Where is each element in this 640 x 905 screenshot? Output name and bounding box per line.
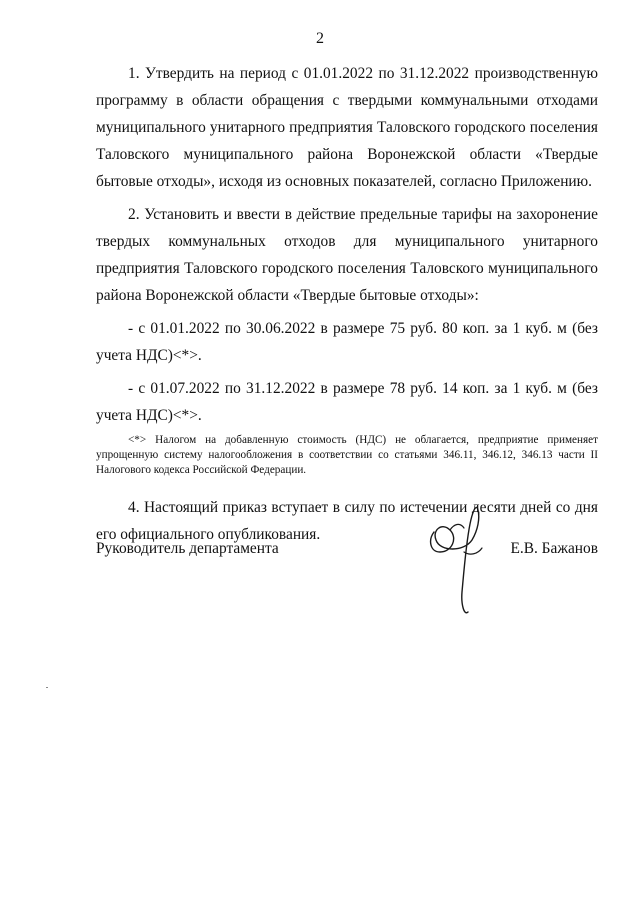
signatory-title: Руководитель департамента bbox=[96, 540, 279, 557]
paragraph-item-1: 1. Утвердить на период с 01.01.2022 по 31.12.2022 производственную программу в области обращения с твердыми коммунальными отходами муниципального унитарного предприятия Таловского городского поселения Таловского муниципального района Воронежской области «Твердые бытовые отходы», исходя из основных показателей, согласно Приложению. bbox=[96, 65, 598, 190]
paragraph-item-4: 4. Настоящий приказ вступает в силу по истечении десяти дней со дня его официального опубликования. bbox=[96, 499, 598, 543]
tariff-period-1: - с 01.01.2022 по 30.06.2022 в размере 75 руб. 80 коп. за 1 куб. м (без учета НДС)<*>. bbox=[96, 320, 598, 364]
tariff-period-2: - с 01.07.2022 по 31.12.2022 в размере 78 руб. 14 коп. за 1 куб. м (без учета НДС)<*>. bbox=[96, 380, 598, 424]
document-body bbox=[96, 60, 598, 554]
signature-block bbox=[96, 540, 598, 570]
page-number: 2 bbox=[316, 30, 324, 47]
signatory-name: Е.В. Бажанов bbox=[510, 540, 598, 557]
scan-artifact bbox=[46, 687, 48, 688]
paragraph-item-2: 2. Установить и ввести в действие предельные тарифы на захоронение твердых коммунальных отходов для муниципального унитарного предприятия Таловского городского поселения Таловского муниципального района Воронежской области «Твердые бытовые отходы»: bbox=[96, 206, 598, 304]
handwritten-signature bbox=[420, 500, 500, 620]
vat-footnote: <*> Налогом на добавленную стоимость (НДС) не облагается, предприятие применяет упрощенную систему налогообложения в соответствии со статьями 346.11, 346.12, 346.13 части II Налогового кодекса Российской Федерации. bbox=[96, 434, 598, 476]
